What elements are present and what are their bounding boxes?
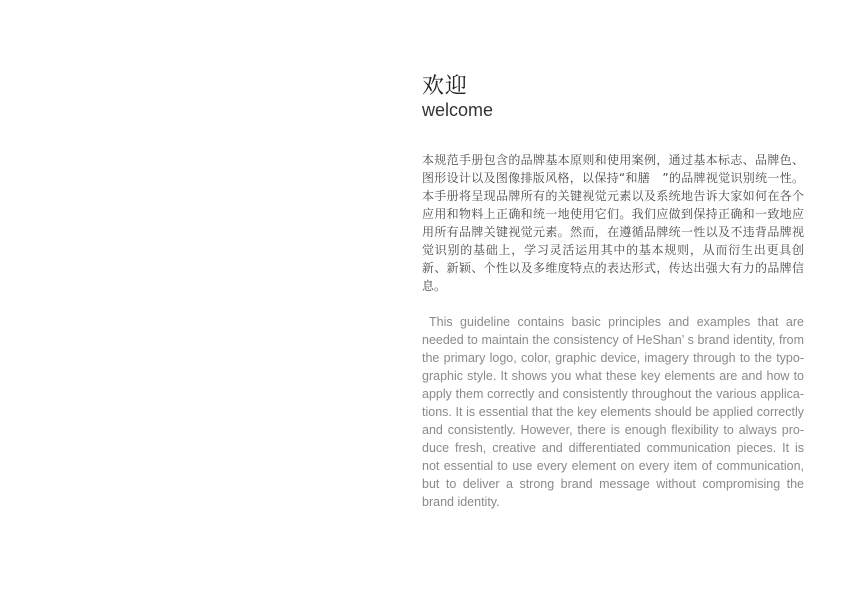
- intro-paragraph-chinese: 本规范手册包含的品牌基本原则和使用案例，通过基本标志、品牌色、图形设计以及图像排版风格，以保持“和膳 ”的品牌视觉识别统一性。本手册将呈现品牌所有的关键视觉元素以及系统地告诉大家如何在各个应用和物料上正确和统一地使用它们。我们应做到保持正确和一致地应用所有品牌关键视觉元素。然而，在遵循品牌统一性以及不违背品牌视觉识别的基础上，学习灵活运用其中的基本规则，从而衍生出更具创新、新颖、个性以及多维度特点的表达形式，传达出强大有力的品牌信息。: [422, 153, 804, 293]
- page-title-chinese: 欢迎: [422, 74, 469, 99]
- welcome-section: [422, 74, 804, 511]
- intro-paragraph-english: This guideline contains basic principles and examples that are needed to maintain the consistency of HeShan’ s brand identity, from the primary logo, color, graphic device, imagery through to the typo-graphic style. It shows you what these key elements are and how to apply them correctly and consistently throughout the various applica-tions. It is essential that the key elements should be applied correctly and consistently. However, there is enough flexibility to always pro-duce fresh, creative and differentiated communication pieces. It is not essential to use every element on every item of communication, but to deliver a strong brand message without compromising the brand identity.: [422, 315, 804, 509]
- page-title-english: welcome: [422, 100, 494, 120]
